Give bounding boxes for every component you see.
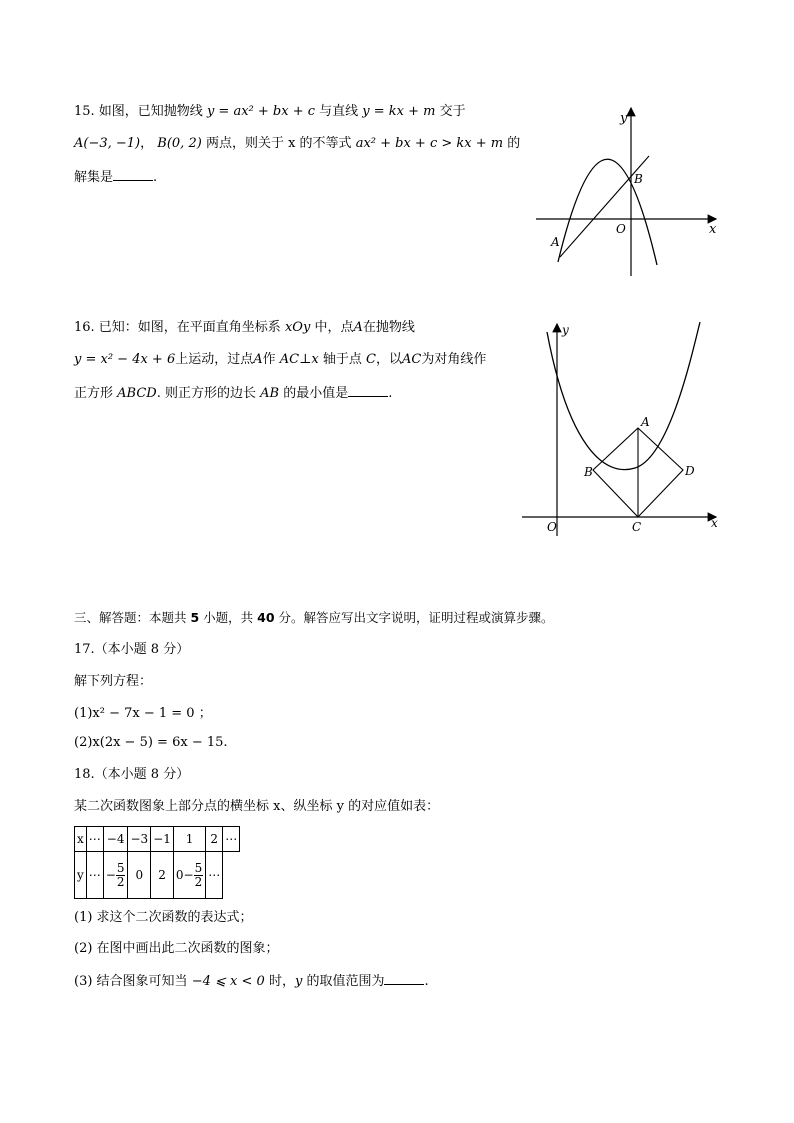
inequality: ax² + bx + c > kx + m	[355, 136, 504, 151]
table-cell: y	[75, 852, 87, 899]
y-label: y	[620, 111, 628, 126]
parabola	[547, 322, 700, 470]
label-b: B	[584, 465, 593, 479]
table-cell: x	[75, 827, 87, 852]
q15-line3: 解集是 .	[74, 170, 158, 185]
x-label: x	[711, 516, 718, 530]
q16-figure	[518, 318, 728, 548]
q17-instruction: 解下列方程：	[74, 674, 153, 689]
label-c: C	[632, 520, 642, 534]
q16-line3: 正方形 ABCD. 则正方形的边长 AB 的最小值是 .	[74, 386, 393, 401]
q15-figure	[530, 100, 730, 280]
q17-title: 17.（本小题 8 分）	[74, 642, 190, 657]
answer-blank	[113, 168, 153, 181]
label-b: B	[634, 172, 643, 186]
table-cell: − $\frac{5}{2}$	[103, 852, 128, 899]
q15-line2: A(−3, −1)， B(0, 2) 两点，则关于 x 的不等式 ax² + bx + c > kx + m 的	[74, 136, 521, 151]
table-cell: 1	[173, 827, 205, 852]
table-cell: ⋯	[86, 827, 103, 852]
table-cell: 2	[151, 852, 174, 899]
value-table	[74, 826, 240, 899]
answer-blank	[348, 384, 388, 397]
table-cell: 0	[128, 852, 151, 899]
x-label: x	[709, 222, 717, 237]
table-row-x	[75, 827, 240, 852]
table-cell: ⋯	[206, 852, 223, 899]
q17-eq1: (1)x² − 7x − 1 = 0 ；	[74, 706, 212, 721]
origin-label: O	[547, 520, 557, 534]
table-cell: −1	[151, 827, 174, 852]
origin-label: O	[616, 222, 626, 236]
label-a: A	[641, 415, 650, 429]
q18-part2: (2) 在图中画出此二次函数的图象；	[74, 941, 279, 956]
table-cell: ⋯	[86, 852, 103, 899]
table-row-y	[75, 852, 240, 899]
table-cell: 0− $\frac{5}{2}$	[173, 852, 205, 899]
q16-line2: y = x² − 4x + 6上运动，过点A作 AC⊥x 轴于点 C，以AC为对角线作	[74, 352, 487, 367]
fraction: $\frac{5}{2}$	[194, 860, 203, 889]
q18-part1: (1) 求这个二次函数的表达式；	[74, 910, 253, 925]
label-d: D	[685, 464, 695, 478]
point-b: B(0, 2)	[157, 136, 202, 151]
parabola-equation: y = x² − 4x + 6	[74, 352, 176, 367]
q15-line1: 15. 如图，已知抛物线 y = ax² + bx + c 与直线 y = kx + m 交于	[74, 104, 466, 119]
table-cell: −4	[103, 827, 128, 852]
point-a: A(−3, −1)	[74, 136, 141, 151]
table-cell: 2	[206, 827, 223, 852]
q16-line1: 16. 已知：如图，在平面直角坐标系 xOy 中，点A在抛物线	[74, 320, 415, 335]
q17-eq2: (2)x(2x − 5) = 6x − 15.	[74, 735, 228, 750]
q18-part3: (3) 结合图象可知当 −4 ⩽ x < 0 时，y 的取值范围为 .	[74, 974, 429, 989]
table-cell: −3	[128, 827, 151, 852]
section-header: 三、解答题：本题共 5 小题，共 40 分。解答应写出文字说明，证明过程或演算步骤。	[74, 610, 554, 625]
parabola-equation: y = ax² + bx + c	[206, 104, 315, 119]
fraction: $\frac{5}{2}$	[116, 860, 125, 889]
q18-intro: 某二次函数图象上部分点的横坐标 x、纵坐标 y 的对应值如表：	[74, 799, 440, 814]
answer-blank	[384, 972, 424, 985]
table-cell: ⋯	[223, 827, 240, 852]
line-equation: y = kx + m	[362, 104, 436, 119]
label-a: A	[551, 235, 560, 249]
y-label: y	[562, 323, 569, 337]
q18-title: 18.（本小题 8 分）	[74, 767, 190, 782]
